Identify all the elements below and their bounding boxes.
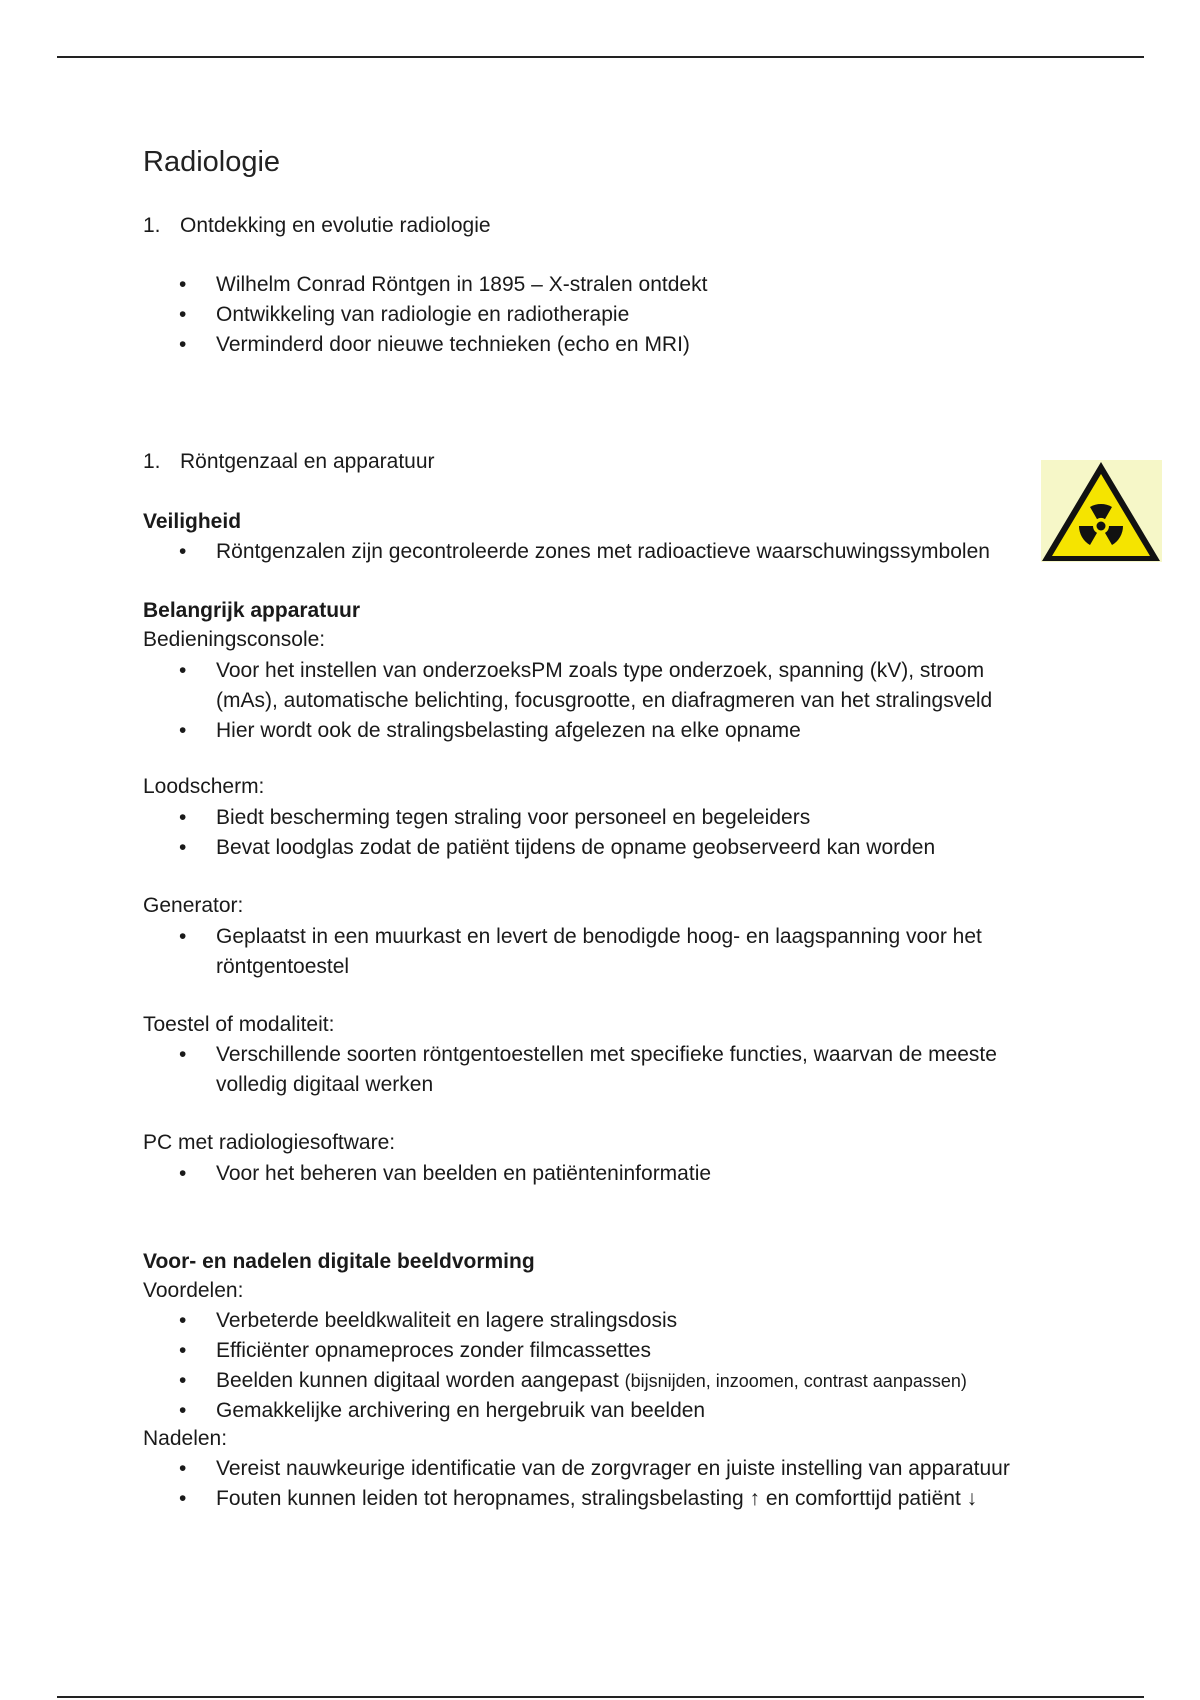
- list-item-line: volledig digitaal werken: [216, 1073, 434, 1096]
- trefoil-center: [1097, 522, 1106, 531]
- list-item: [143, 1366, 967, 1396]
- section-1-list: [143, 270, 707, 360]
- list-item: • Hier wordt ook de stralingsbelasting afgelezen na elke opname: [143, 716, 992, 746]
- list-item-line: Geplaatst in een muurkast en levert de benodigde hoog- en laagspanning voor het: [216, 925, 982, 948]
- radiation-warning-icon: [1041, 460, 1162, 562]
- list-item: • Gemakkelijke archivering en hergebruik van beelden: [143, 1396, 967, 1426]
- section-1-number: 1.: [143, 214, 161, 237]
- list-item-note: (bijsnijden, inzoomen, contrast aanpassen): [624, 1371, 967, 1391]
- pc-label: PC met radiologiesoftware:: [143, 1131, 396, 1154]
- console-list: [143, 656, 992, 746]
- lead-screen-label: Loodscherm:: [143, 775, 265, 798]
- safety-list: [143, 537, 990, 567]
- pc-list: [143, 1159, 711, 1189]
- console-label: Bedieningsconsole:: [143, 628, 326, 651]
- list-item: [143, 1040, 997, 1100]
- list-item: • Vereist nauwkeurige identificatie van de zorgvrager en juiste instelling van apparatuur: [143, 1454, 1010, 1484]
- list-item: [143, 922, 982, 982]
- list-item-text: Beelden kunnen digitaal worden aangepast: [216, 1369, 619, 1392]
- list-item: • Ontwikkeling van radiologie en radiotherapie: [143, 300, 707, 330]
- section-2-number: 1.: [143, 450, 161, 473]
- list-item: • Wilhelm Conrad Röntgen in 1895 – X-stralen ontdekt: [143, 270, 707, 300]
- generator-list: [143, 922, 982, 982]
- list-item-line: röntgentoestel: [216, 955, 350, 978]
- list-item: • Röntgenzalen zijn gecontroleerde zones met radioactieve waarschuwingssymbolen: [143, 537, 990, 567]
- cons-list: [143, 1454, 1010, 1514]
- section-2-title: Röntgenzaal en apparatuur: [180, 450, 435, 473]
- section-1-heading: [143, 214, 491, 238]
- generator-label: Generator:: [143, 894, 244, 917]
- list-item: • Verbeterde beeldkwaliteit en lagere stralingsdosis: [143, 1306, 967, 1336]
- list-item: • Bevat loodglas zodat de patiënt tijdens de opname geobserveerd kan worden: [143, 833, 935, 863]
- list-item: • Voor het beheren van beelden en patiënteninformatie: [143, 1159, 711, 1189]
- page-title: Radiologie: [143, 146, 281, 178]
- cons-label: Nadelen:: [143, 1427, 228, 1450]
- radiation-warning-svg: [1041, 460, 1162, 562]
- lead-screen-list: [143, 803, 935, 863]
- list-item: • Verminderd door nieuwe technieken (echo en MRI): [143, 330, 707, 360]
- list-item: • Biedt bescherming tegen straling voor personeel en begeleiders: [143, 803, 935, 833]
- equipment-heading: Belangrijk apparatuur: [143, 599, 361, 622]
- bottom-rule: [57, 1696, 1144, 1698]
- section-1-title: Ontdekking en evolutie radiologie: [180, 214, 491, 237]
- section-2-heading: [143, 450, 435, 474]
- pros-list: [143, 1306, 967, 1426]
- list-item-line: (mAs), automatische belichting, focusgrootte, en diafragmeren van het stralingsveld: [216, 689, 993, 712]
- device-list: [143, 1040, 997, 1100]
- pros-label: Voordelen:: [143, 1279, 244, 1302]
- device-label: Toestel of modaliteit:: [143, 1013, 335, 1036]
- list-item-line: Verschillende soorten röntgentoestellen met specifieke functies, waarvan de meeste: [216, 1043, 997, 1066]
- digital-heading: Voor- en nadelen digitale beeldvorming: [143, 1250, 535, 1273]
- list-item: • Efficiënter opnameproces zonder filmcassettes: [143, 1336, 967, 1366]
- list-item: [143, 656, 992, 716]
- safety-heading: Veiligheid: [143, 510, 242, 533]
- list-item: • Fouten kunnen leiden tot heropnames, stralingsbelasting ↑ en comforttijd patiënt ↓: [143, 1484, 1010, 1514]
- list-item-line: Voor het instellen van onderzoeksPM zoals type onderzoek, spanning (kV), stroom: [216, 659, 985, 682]
- top-rule: [57, 56, 1144, 58]
